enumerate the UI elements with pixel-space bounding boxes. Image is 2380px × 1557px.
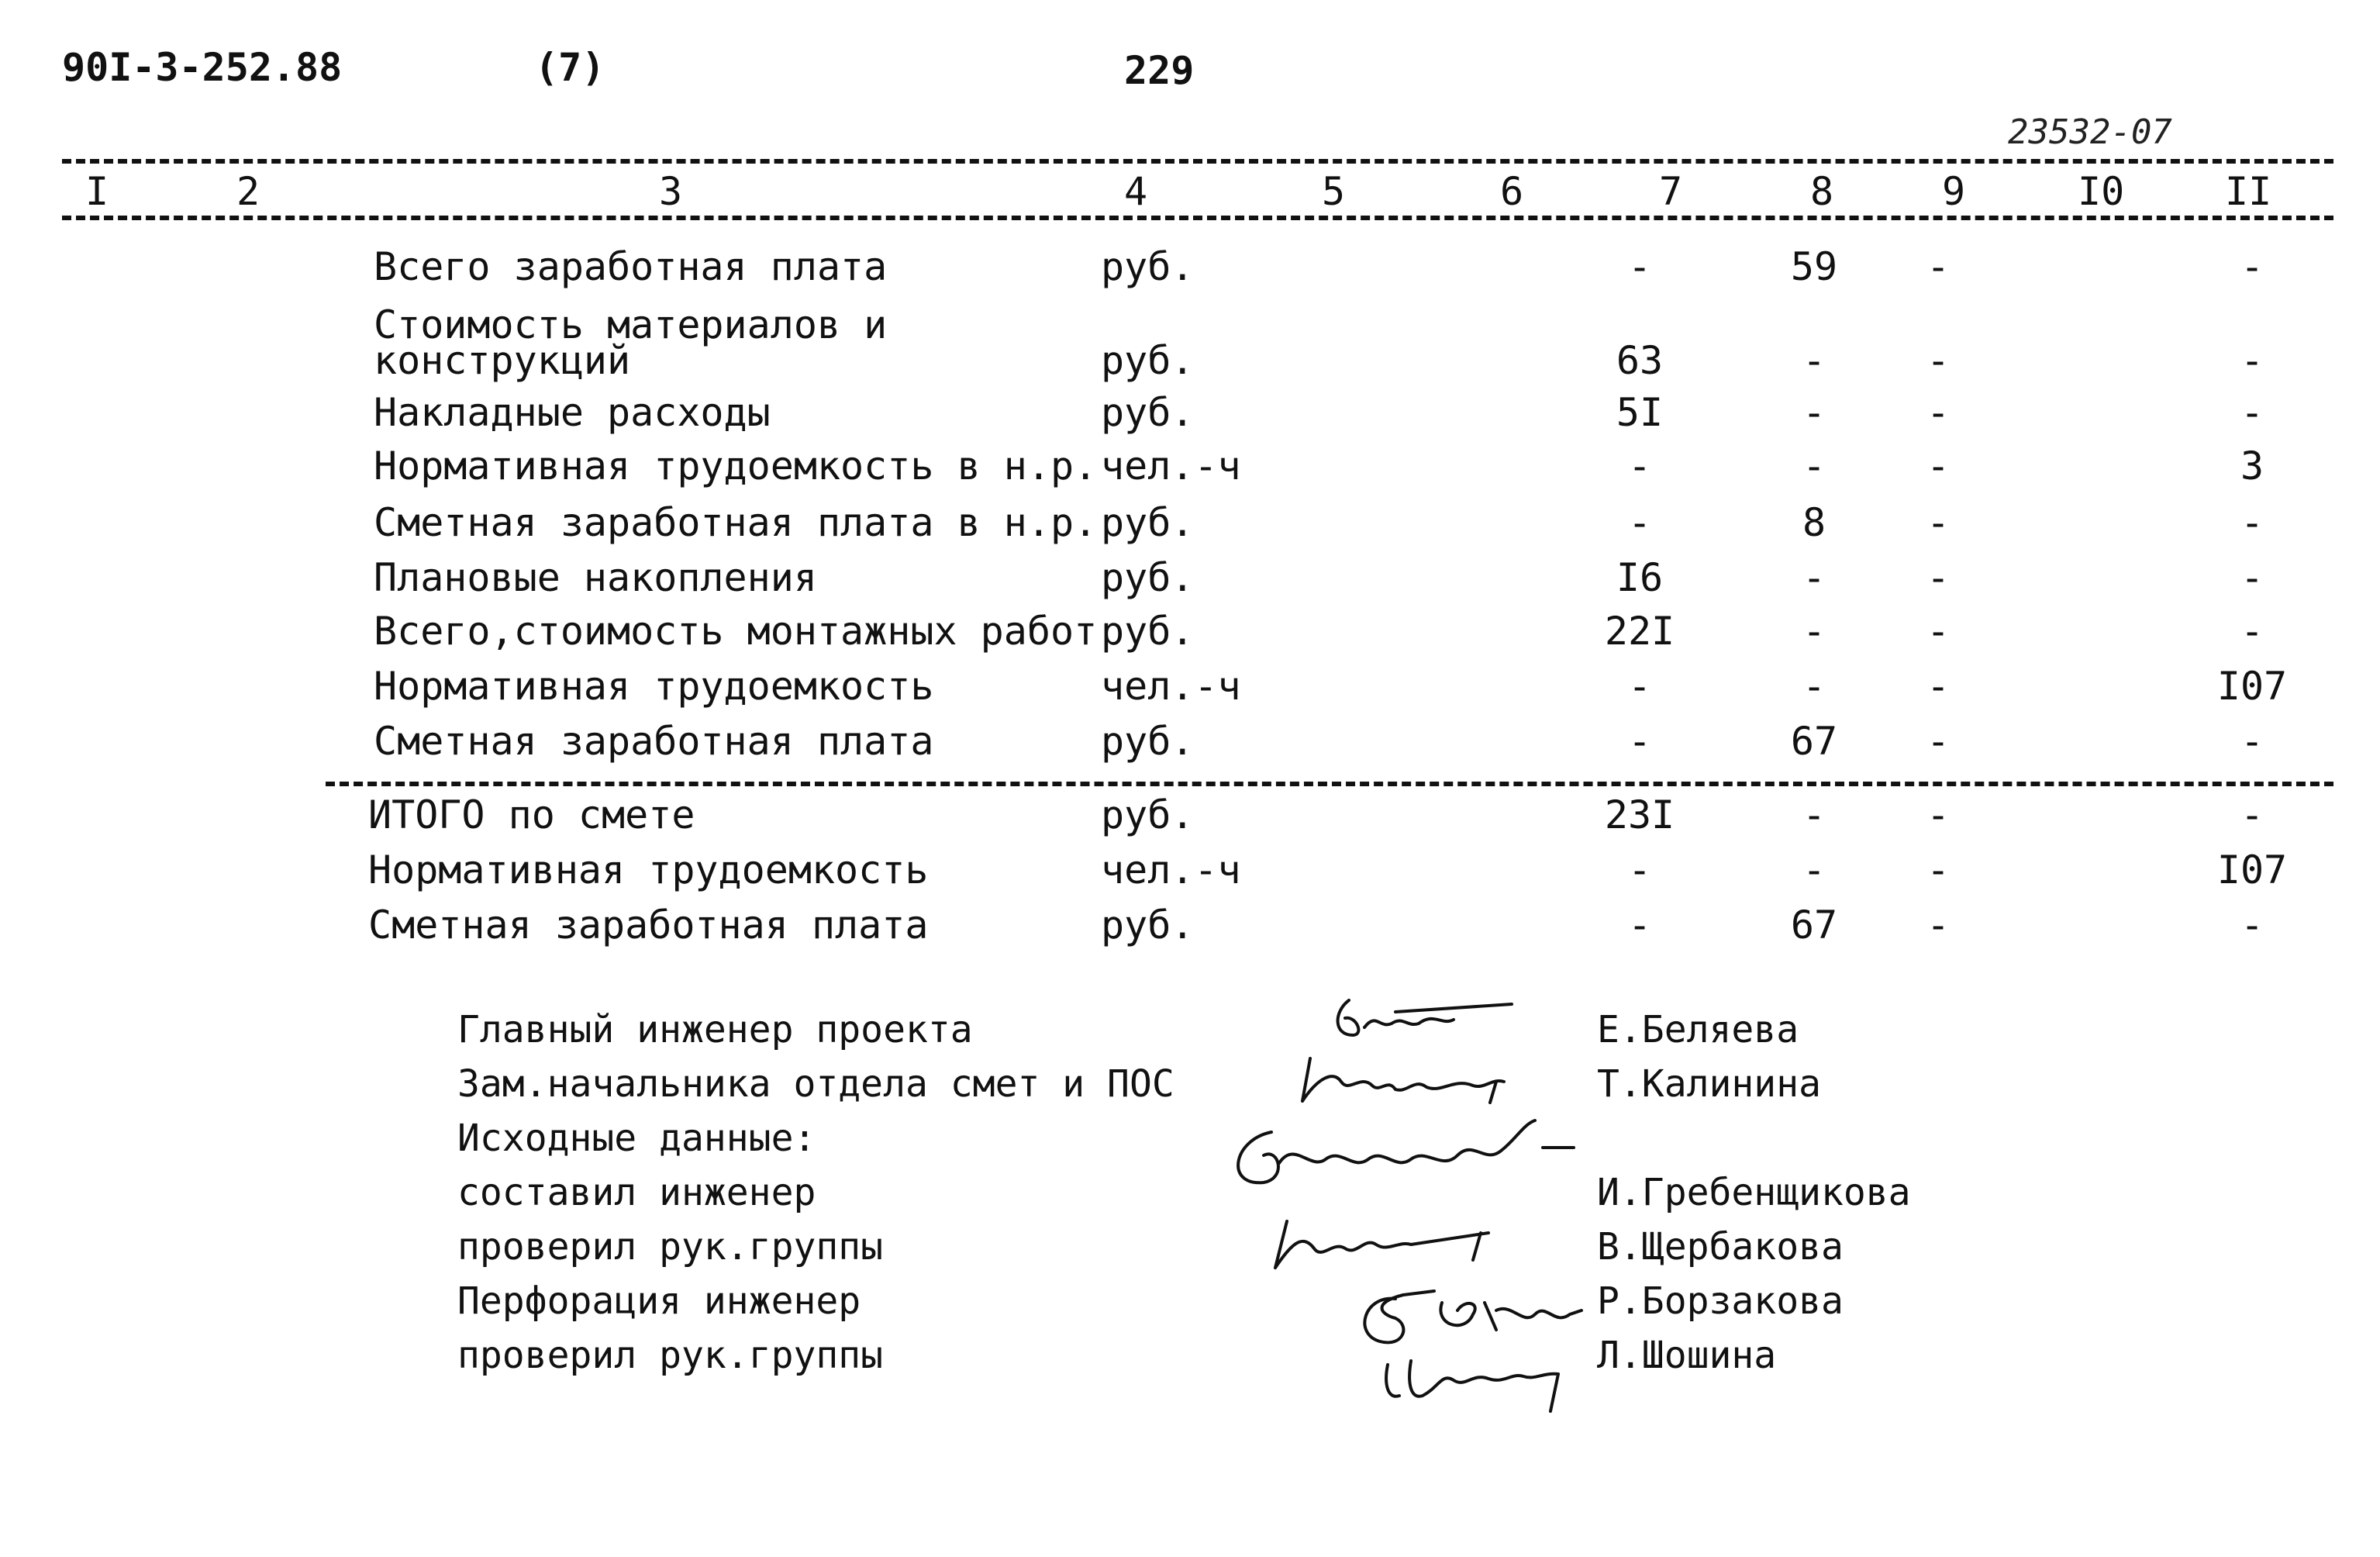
total-name: Сметная заработная плата	[368, 903, 929, 948]
total-col7: -	[1627, 903, 1652, 948]
row-col11: I07	[2216, 664, 2288, 709]
row-col8: 59	[1790, 244, 1838, 289]
total-name: ИТОГО по смете	[368, 792, 695, 837]
column-number-2: 2	[236, 169, 260, 214]
handwritten-reference: 23532-07	[2008, 112, 2172, 152]
total-col7: 23I	[1604, 792, 1675, 837]
row-col8: -	[1802, 444, 1826, 489]
row-unit: чел.-ч	[1101, 664, 1241, 709]
total-name: Нормативная трудоемкость	[368, 848, 929, 892]
table-row	[0, 609, 2380, 663]
handwritten-signature-3	[1217, 1117, 1581, 1202]
handwritten-signature-6	[1364, 1341, 1589, 1419]
document-part: (7)	[535, 45, 605, 90]
totals-row	[0, 848, 2380, 902]
row-col8: -	[1802, 390, 1826, 435]
signature-role: составил инженер	[457, 1171, 816, 1214]
row-name: Сметная заработная плата в н.р.	[374, 500, 1098, 545]
page-number: 229	[1124, 48, 1195, 93]
column-number-4: 4	[1124, 169, 1148, 214]
row-name-continued: конструкций	[374, 338, 631, 383]
row-unit: руб.	[1101, 609, 1195, 654]
signature-name: В.Щербакова	[1597, 1225, 1844, 1269]
row-name: Нормативная трудоемкость в н.р.	[374, 444, 1098, 489]
signature-role: проверил рук.группы	[457, 1334, 884, 1377]
column-number-10: I0	[2078, 169, 2125, 214]
row-name: Всего,стоимость монтажных работ	[374, 609, 1098, 654]
row-col8: -	[1802, 555, 1826, 600]
column-number-6: 6	[1500, 169, 1524, 214]
row-col11: -	[2240, 609, 2264, 654]
total-unit: руб.	[1101, 792, 1195, 837]
total-col7: -	[1627, 848, 1652, 892]
table-row	[0, 244, 2380, 299]
row-unit: чел.-ч	[1101, 444, 1241, 489]
document-code: 90I-3-252.88	[62, 45, 343, 90]
row-name: Сметная заработная плата	[374, 719, 934, 764]
row-col9: -	[1926, 390, 1951, 435]
total-col9: -	[1926, 792, 1951, 837]
row-col9: -	[1926, 244, 1951, 289]
signature-role: Перфорация инженер	[457, 1279, 861, 1323]
handwritten-signature-2	[1287, 1047, 1527, 1117]
row-unit: руб.	[1101, 555, 1195, 600]
signature-role: Главный инженер проекта	[457, 1008, 973, 1051]
signature-name: Л.Шошина	[1597, 1334, 1777, 1377]
row-col9: -	[1926, 338, 1951, 383]
column-number-3: 3	[659, 169, 683, 214]
row-col7: -	[1627, 444, 1652, 489]
table-row	[0, 500, 2380, 554]
handwritten-signature-4	[1256, 1206, 1512, 1276]
total-col9: -	[1926, 903, 1951, 948]
table-row	[0, 302, 2380, 388]
signature-name: Т.Калинина	[1597, 1062, 1821, 1106]
table-row	[0, 555, 2380, 609]
row-col11: -	[2240, 244, 2264, 289]
row-col7: 22I	[1604, 609, 1675, 654]
column-number-7: 7	[1659, 169, 1683, 214]
total-col11: -	[2240, 792, 2264, 837]
row-col11: -	[2240, 338, 2264, 383]
handwritten-signature-1	[1318, 981, 1527, 1051]
row-col11: -	[2240, 719, 2264, 764]
row-col8: -	[1802, 664, 1826, 709]
column-number-5: 5	[1322, 169, 1346, 214]
signature-role: Исходные данные:	[457, 1117, 816, 1160]
signature-name: Е.Беляева	[1597, 1008, 1799, 1051]
row-col11: -	[2240, 555, 2264, 600]
signature-role: проверил рук.группы	[457, 1225, 884, 1269]
column-number-8: 8	[1810, 169, 1834, 214]
column-number-1: I	[85, 169, 109, 214]
row-unit: руб.	[1101, 719, 1195, 764]
row-col7: -	[1627, 500, 1652, 545]
row-col9: -	[1926, 500, 1951, 545]
row-col9: -	[1926, 719, 1951, 764]
row-col11: 3	[2240, 444, 2264, 489]
total-col9: -	[1926, 848, 1951, 892]
totals-row	[0, 903, 2380, 957]
row-col9: -	[1926, 555, 1951, 600]
row-col8: 67	[1790, 719, 1838, 764]
row-name: Стоимость материалов и	[374, 302, 888, 347]
table-row	[0, 390, 2380, 444]
row-col7: -	[1627, 664, 1652, 709]
row-col8: -	[1802, 338, 1826, 383]
header-bottom-rule	[62, 216, 2333, 220]
signature-name: Р.Борзакова	[1597, 1279, 1844, 1323]
row-col11: -	[2240, 500, 2264, 545]
column-number-9: 9	[1942, 169, 1966, 214]
row-col8: 8	[1802, 500, 1826, 545]
total-col8: -	[1802, 792, 1826, 837]
signature-role: Зам.начальника отдела смет и ПОС	[457, 1062, 1174, 1106]
totals-separator-rule	[326, 782, 2333, 786]
row-name: Накладные расходы	[374, 390, 771, 435]
table-row	[0, 719, 2380, 773]
row-unit: руб.	[1101, 500, 1195, 545]
column-number-11: II	[2225, 169, 2272, 214]
total-col11: -	[2240, 903, 2264, 948]
table-row	[0, 444, 2380, 498]
row-unit: руб.	[1101, 390, 1195, 435]
total-col8: 67	[1790, 903, 1838, 948]
totals-row	[0, 792, 2380, 847]
row-col7: 63	[1616, 338, 1664, 383]
row-col7: I6	[1616, 555, 1664, 600]
total-unit: руб.	[1101, 903, 1195, 948]
header-top-rule	[62, 159, 2333, 164]
signature-name: И.Гребенщикова	[1597, 1171, 1911, 1214]
row-col9: -	[1926, 609, 1951, 654]
row-name: Всего заработная плата	[374, 244, 888, 289]
row-name: Нормативная трудоемкость	[374, 664, 934, 709]
row-unit: руб.	[1101, 338, 1195, 383]
total-col8: -	[1802, 848, 1826, 892]
table-row	[0, 664, 2380, 718]
row-unit: руб.	[1101, 244, 1195, 289]
row-col11: -	[2240, 390, 2264, 435]
total-col11: I07	[2216, 848, 2288, 892]
row-col7: -	[1627, 244, 1652, 289]
row-col7: -	[1627, 719, 1652, 764]
row-col9: -	[1926, 444, 1951, 489]
row-col8: -	[1802, 609, 1826, 654]
row-col9: -	[1926, 664, 1951, 709]
row-col7: 5I	[1616, 390, 1664, 435]
total-unit: чел.-ч	[1101, 848, 1241, 892]
row-name: Плановые накопления	[374, 555, 817, 600]
